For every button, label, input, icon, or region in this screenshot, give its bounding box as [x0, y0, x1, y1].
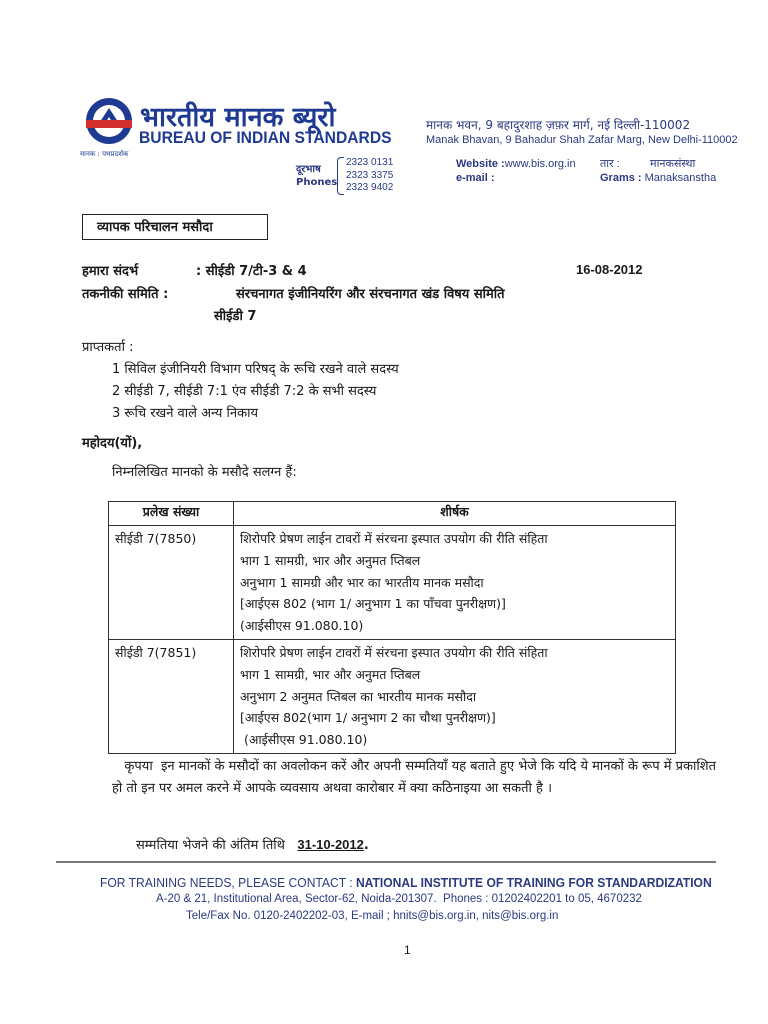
- deadline-line: सम्मतिया भेजने की अंतिम तिथि 31-10-2012.: [136, 837, 369, 853]
- bis-logo-icon: [84, 96, 134, 146]
- recipients-label: प्राप्तकर्ता :: [82, 340, 134, 355]
- recipient-item: 1 सिविल इंजीनियरी विभाग परिषद् के रूचि रखने वाले सदस्य: [112, 362, 399, 377]
- committee-label: तकनीकी समिति :: [82, 287, 169, 302]
- page-number: 1: [404, 943, 411, 957]
- committee-code: सीईडी 7: [214, 309, 257, 324]
- draft-title-box: व्यापक परिचालन मसौदा: [82, 214, 268, 240]
- footer-training-line: FOR TRAINING NEEDS, PLEASE CONTACT : NATIONAL INSTITUTE OF TRAINING FOR STANDARDIZATION: [100, 875, 712, 890]
- website-block: Website :www.bis.org.in e-mail :: [456, 158, 576, 184]
- phone-label: दूरभाष Phones: [296, 164, 338, 188]
- logo-english-text: BUREAU OF INDIAN STANDARDS: [139, 128, 392, 147]
- recipient-item: 2 सीईडी 7, सीईडी 7:1 एंव सीईडी 7:2 के सभी सदस्य: [112, 384, 377, 399]
- reference-value: : सीईडी 7/टी-3 & 4: [196, 264, 307, 279]
- doc-number-cell: सीईडी 7(7850): [109, 526, 234, 640]
- documents-table: [108, 501, 676, 754]
- intro-text: निम्नलिखित मानको के मसौदे सलग्न हैं:: [112, 465, 297, 480]
- table-header-row: [109, 502, 676, 526]
- recipient-item: 3 रूचि रखने वाले अन्य निकाय: [112, 406, 259, 421]
- logo-hindi-text: भारतीय मानक ब्यूरो: [140, 102, 336, 133]
- footer-address-line: A-20 & 21, Institutional Area, Sector-62, Noida-201307. Phones : 01202402201 to 05, 4670232: [156, 893, 642, 905]
- committee-value: संरचनागत इंजीनियरिंग और संरचनागत खंड विषय समिति: [236, 287, 505, 302]
- doc-title-cell: शिरोपरि प्रेषण लाईन टावरों में संरचना इस्पात उपयोग की रीति संहिता भाग 1 सामग्री, भार और अनुमत प्तिबल अनुभाग 1 सामग्री और भार का भारतीय मानक मसौदा [आईएस 802 (भाग 1/ अनुभाग 1 का पाँचवा पुनरीक्षण)] (आईसीएस 91.080.10): [234, 526, 676, 640]
- logo-motto: मानक : पथप्रदर्शक: [80, 150, 129, 158]
- phone-brace: [337, 157, 344, 195]
- reference-label: हमारा संदर्भ: [82, 264, 139, 279]
- footer-divider: [56, 861, 716, 863]
- request-paragraph: कृपया इन मानकों के मसौदों का अवलोकन करें और अपनी सम्मतियाँ यह बताते हुए भेजे कि यदि ये मानकों के रूप में प्रकाशित हो तो इन पर अमल करने में आपके व्यवसाय अथवा कारोबार में क्या कठिनाइया आ सकती है ।: [112, 759, 721, 796]
- telegram-block: तार : मानकसंस्था Grams : Manaksanstha: [600, 158, 717, 184]
- column-header-doc-no: प्रलेख संख्या: [109, 502, 234, 526]
- address-english: Manak Bhavan, 9 Bahadur Shah Zafar Marg, New Delhi-110002: [426, 134, 738, 146]
- doc-number-cell: सीईडी 7(7851): [109, 639, 234, 753]
- deadline-date: 31-10-2012: [297, 837, 364, 852]
- table-row: [109, 639, 676, 753]
- table-row: [109, 526, 676, 640]
- footer-contact-line: Tele/Fax No. 0120-2402202-03, E-mail ; hnits@bis.org.in, nits@bis.org.in: [186, 910, 559, 922]
- phone-numbers: 2323 0131 2323 3375 2323 9402: [346, 157, 394, 193]
- reference-date: 16-08-2012: [576, 262, 643, 277]
- address-hindi: मानक भवन, 9 बहादुरशाह ज़फ़र मार्ग, नई दिल्ली-110002: [426, 118, 691, 132]
- column-header-title: शीर्षक: [234, 502, 676, 526]
- deadline-label: सम्मतिया भेजने की अंतिम तिथि: [136, 838, 285, 853]
- website-link[interactable]: www.bis.org.in: [504, 158, 576, 170]
- salutation: महोदय(यों),: [82, 436, 143, 451]
- doc-title-cell: शिरोपरि प्रेषण लाईन टावरों में संरचना इस्पात उपयोग की रीति संहिता भाग 1 सामग्री, भार और अनुमत प्तिबल अनुभाग 2 अनुमत प्तिबल का भारतीय मानक मसौदा [आईएस 802(भाग 1/ अनुभाग 2 का चौथा पुनरीक्षण)] (आईसीएस 91.080.10): [234, 639, 676, 753]
